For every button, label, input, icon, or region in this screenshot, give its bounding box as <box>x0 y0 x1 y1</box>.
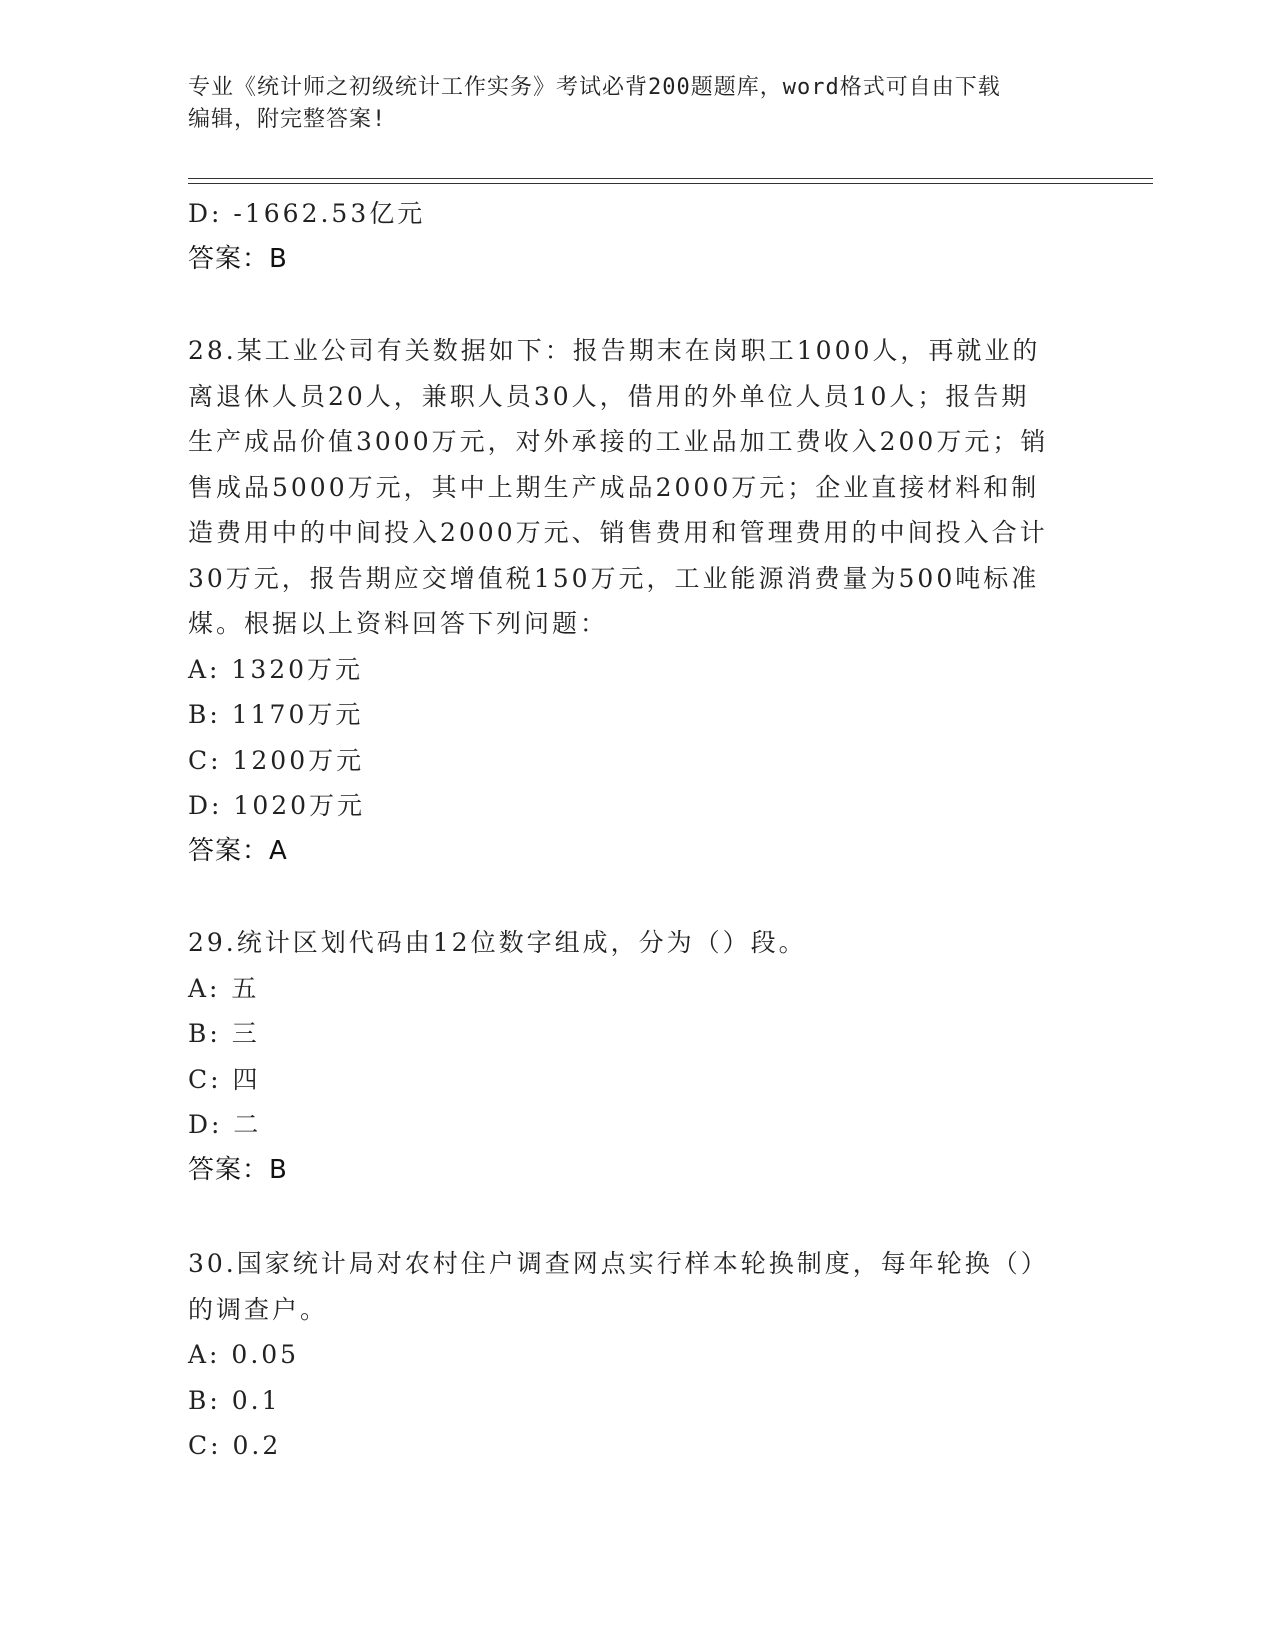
header-line-2: 编辑，附完整答案! <box>188 107 387 132</box>
question-28-text-line: 离退休人员20人，兼职人员30人，借用的外单位人员10人；报告期 <box>188 381 1030 411</box>
document-header <box>188 72 1088 136</box>
question-30-option-c: C: 0.2 <box>188 1431 282 1460</box>
question-29 <box>188 920 1088 1193</box>
question-29-option-b: B: 三 <box>188 1019 260 1048</box>
question-29-option-a: A: 五 <box>188 973 260 1003</box>
spacer <box>188 874 1088 920</box>
header-divider-top <box>188 178 1153 179</box>
question-28-option-d: D: 1020万元 <box>188 791 366 820</box>
question-29-answer: 答案：B <box>188 1154 288 1185</box>
question-30-text-line: 的调查户。 <box>188 1294 329 1324</box>
question-29-text-line: 29.统计区划代码由12位数字组成，分为（）段。 <box>188 928 807 957</box>
question-28-option-c: C: 1200万元 <box>188 745 365 775</box>
document-body <box>188 191 1088 1469</box>
question-28-text-line: 28.某工业公司有关数据如下：报告期末在岗职工1000人，再就业的 <box>188 336 1041 365</box>
question-28-option-b: B: 1170万元 <box>188 700 364 729</box>
question-28-text-line: 煤。根据以上资料回答下列问题： <box>188 609 609 638</box>
question-30-option-b: B: 0.1 <box>188 1385 281 1415</box>
header-divider-bottom <box>188 183 1153 184</box>
question-28-answer: 答案：A <box>188 835 288 866</box>
question-29-option-c: C: 四 <box>188 1064 261 1094</box>
question-28-option-a: A: 1320万元 <box>188 654 364 684</box>
spacer <box>188 282 1088 328</box>
question-30-text-line: 30.国家统计局对农村住户调查网点实行样本轮换制度，每年轮换（） <box>188 1249 1049 1278</box>
spacer <box>188 1193 1088 1241</box>
question-30 <box>188 1241 1088 1469</box>
prev-option-d: D: -1662.53亿元 <box>188 199 426 228</box>
question-28-text-line: 生产成品价值3000万元，对外承接的工业品加工费收入200万元；销 <box>188 427 1049 456</box>
header-line-1: 专业《统计师之初级统计工作实务》考试必背200题题库，word格式可自由下载 <box>188 75 1001 100</box>
question-28-text-line: 造费用中的中间投入2000万元、销售费用和管理费用的中间投入合计 <box>188 518 1048 547</box>
question-28 <box>188 328 1088 874</box>
question-30-option-a: A: 0.05 <box>188 1340 300 1369</box>
question-28-text-line: 售成品5000万元，其中上期生产成品2000万元；企业直接材料和制 <box>188 472 1040 502</box>
question-29-option-d: D: 二 <box>188 1110 262 1139</box>
question-28-text-line: 30万元，报告期应交增值税150万元，工业能源消费量为500吨标准 <box>188 563 1040 593</box>
prev-answer: 答案：B <box>188 243 288 274</box>
